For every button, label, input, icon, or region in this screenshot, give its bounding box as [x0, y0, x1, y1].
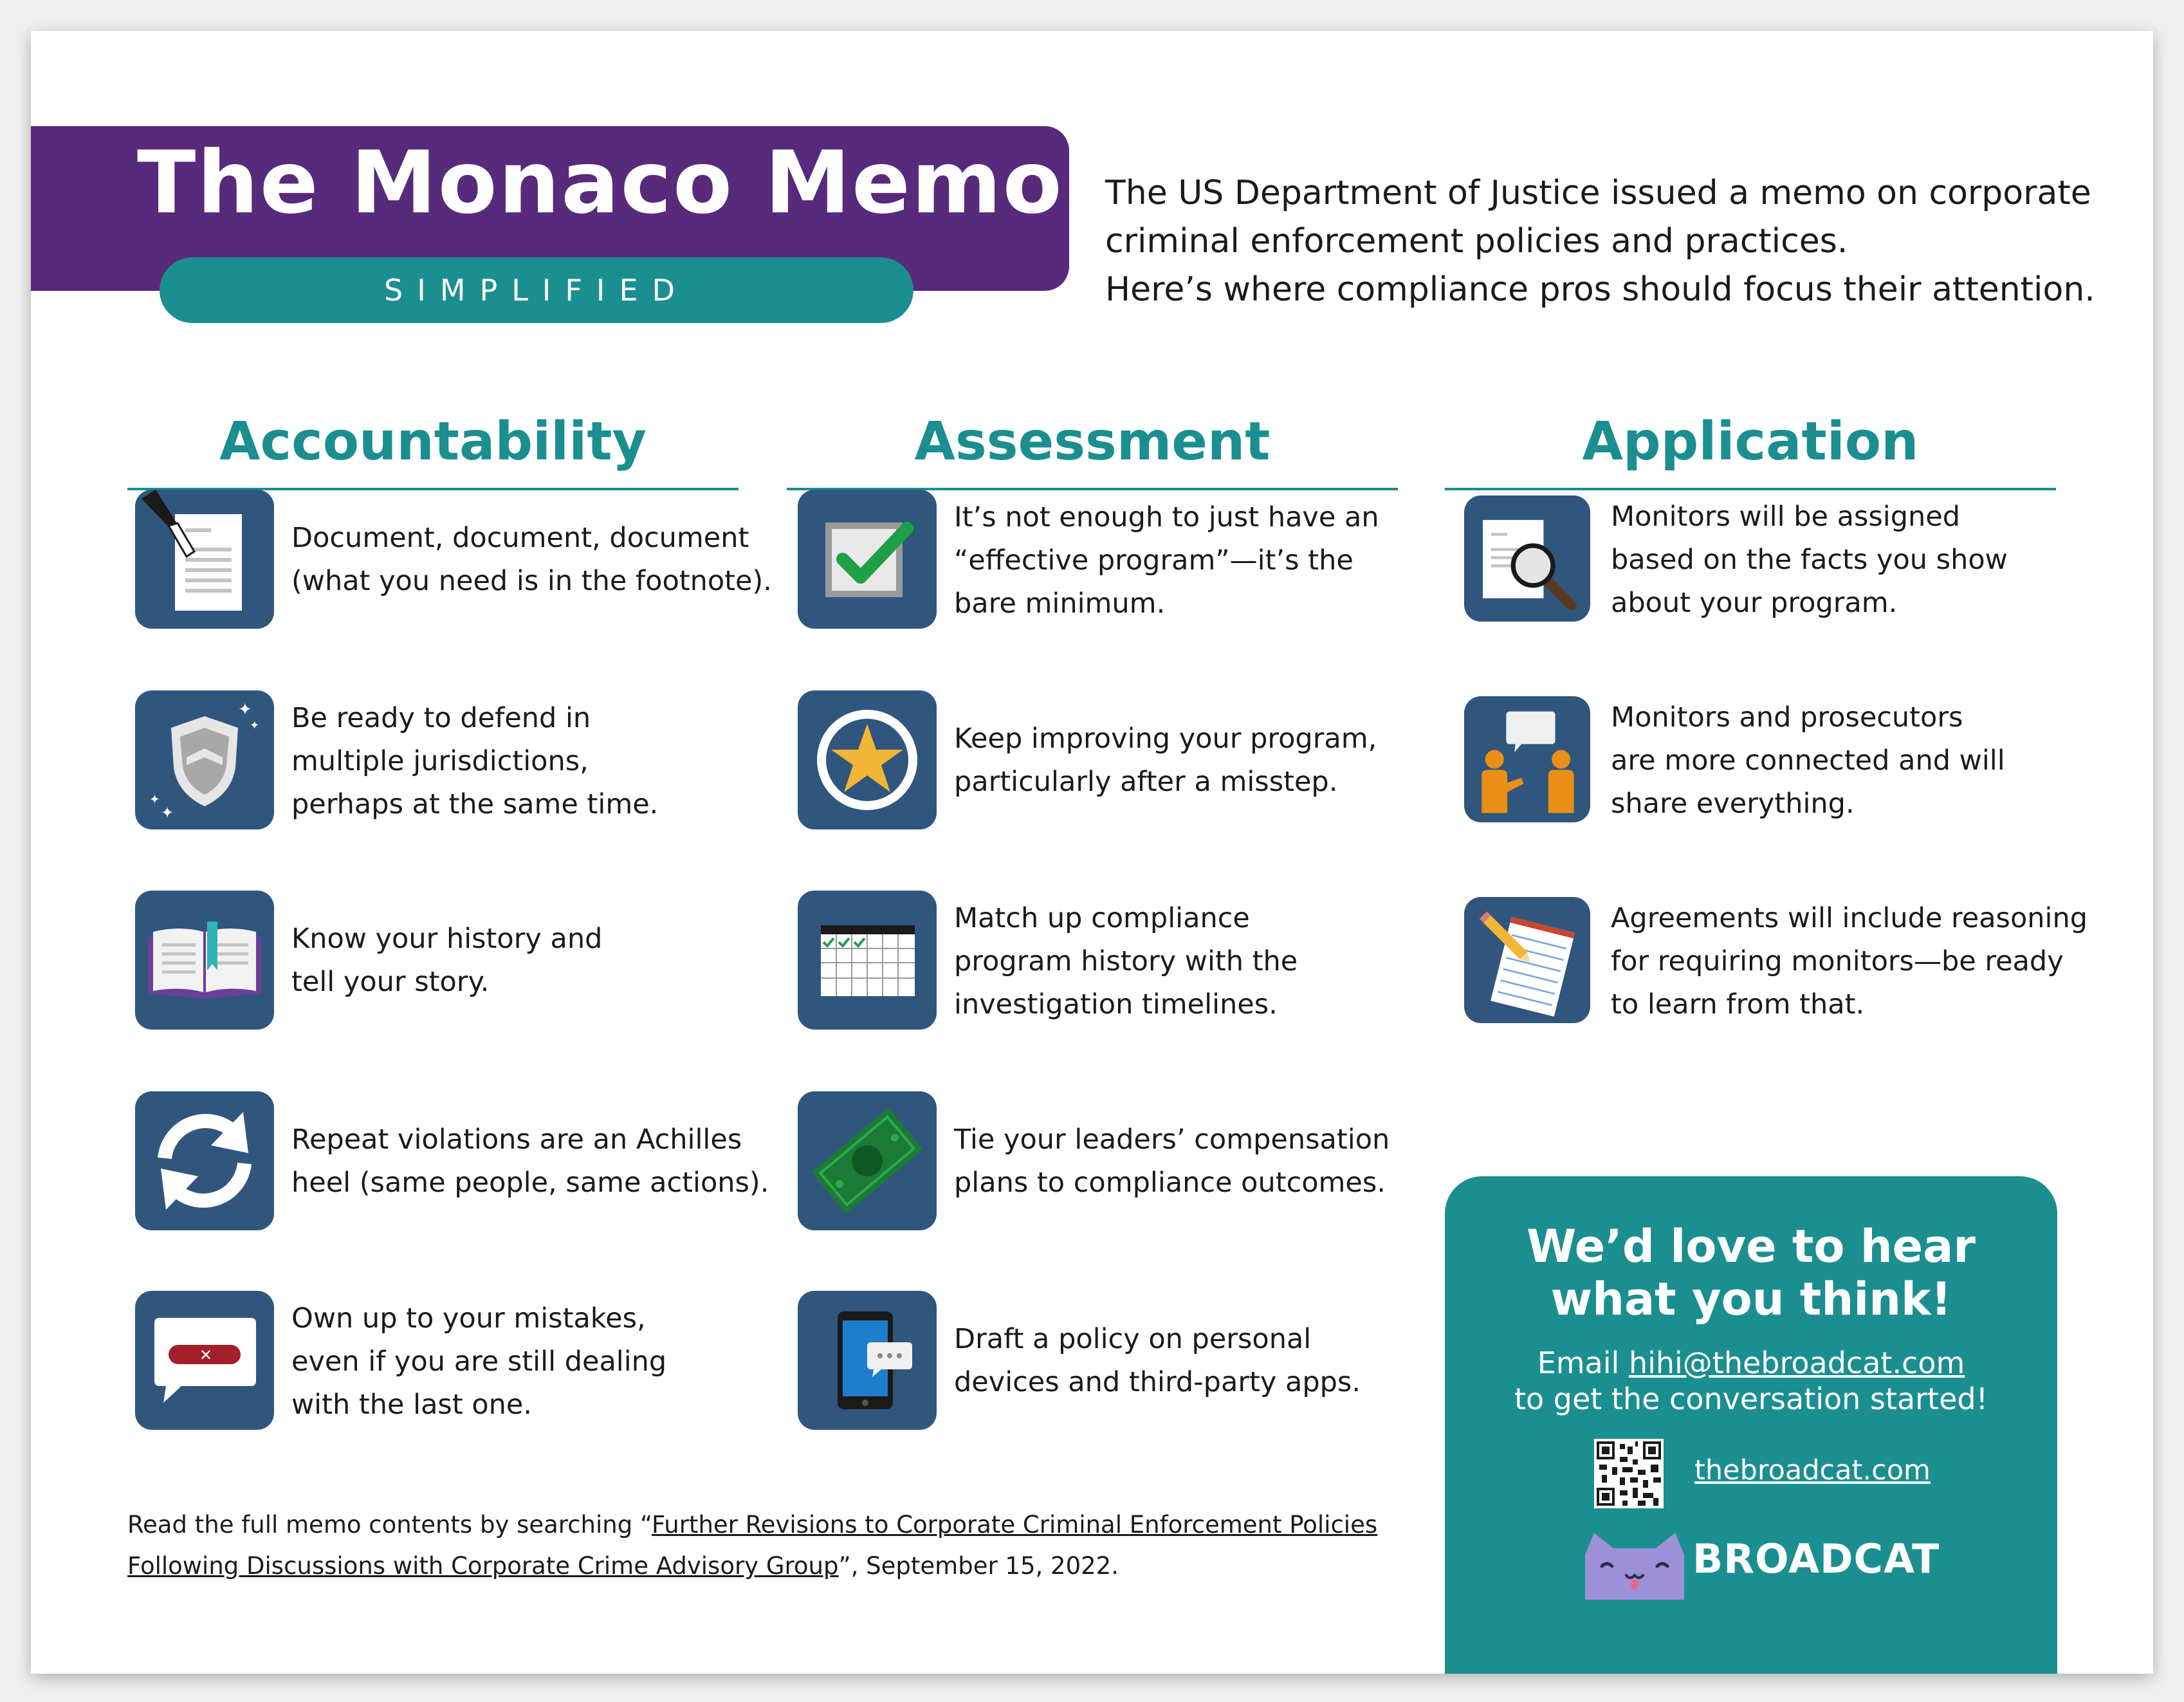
star-badge-icon: [798, 690, 937, 829]
checkbox-check-icon: [798, 490, 937, 629]
item-text: Draft a policy on personal devices and third-party apps.: [954, 1323, 1361, 1398]
subtitle-pill: SIMPLIFIED: [160, 257, 913, 323]
pencil-notepad-icon: [1464, 897, 1590, 1023]
item-text: Agreements will include reasoning for requiring monitors—be ready to learn from that.: [1611, 902, 2088, 1021]
calendar-icon: [798, 891, 937, 1030]
svg-text:✦: ✦: [250, 719, 260, 732]
heading-application: Application: [1445, 400, 2056, 490]
error-message-icon: [135, 1291, 274, 1430]
item-text: Tie your leaders’ compensation plans to compliance outcomes.: [954, 1124, 1390, 1199]
item-text: Monitors and prosecutors are more connected and will share everything.: [1611, 701, 2005, 820]
open-book-icon: [135, 891, 274, 1030]
shield-icon: [135, 690, 274, 829]
item-text: Own up to your mistakes, even if you are still dealing with the last one.: [291, 1302, 667, 1421]
svg-text:✕: ✕: [199, 1346, 213, 1364]
brand-logo-text: BROADCAT: [1693, 1535, 1940, 1582]
svg-text:✦: ✦: [238, 700, 252, 719]
money-bill-icon: [798, 1091, 937, 1230]
svg-text:✦: ✦: [161, 804, 174, 822]
intro-line: Here’s where compliance pros should focus their attention.: [1105, 270, 2095, 309]
people-talking-icon: [1464, 696, 1590, 822]
item-text: Repeat violations are an Achilles heel (same people, same actions).: [291, 1124, 769, 1199]
heading-accountability: Accountability: [127, 400, 739, 490]
memo-sheet: [31, 31, 2153, 1674]
page-title: The Monaco Memo: [137, 133, 1063, 233]
footnote-prefix: Read the full memo contents by searching “: [127, 1511, 652, 1539]
item-text: Be ready to defend in multiple jurisdictions, perhaps at the same time.: [291, 702, 659, 820]
item-text: Document, document, document (what you need is in the footnote).: [291, 522, 772, 597]
footnote-suffix: ”, September 15, 2022.: [838, 1552, 1119, 1580]
phone-chat-icon: [798, 1291, 937, 1430]
heading-assessment: Assessment: [787, 400, 1398, 490]
contact-panel: [1445, 1176, 2057, 1674]
item-text: Keep improving your program, particularly after a misstep.: [954, 723, 1377, 798]
memo-title-link[interactable]: Further Revisions to Corporate Criminal Enforcement Policies: [652, 1511, 1378, 1539]
refresh-arrows-icon: [135, 1091, 274, 1230]
item-text: It’s not enough to just have an “effective program”—it’s the bare minimum.: [954, 501, 1379, 620]
fountain-pen-document-icon: [135, 490, 274, 629]
intro-line: criminal enforcement policies and practices.: [1105, 222, 1848, 261]
contact-subtext: Email hihi@thebroadcat.com to get the conversation started!: [1514, 1346, 1988, 1416]
footnote: [127, 1504, 1378, 1587]
svg-text:✦: ✦: [149, 791, 160, 807]
item-text: Monitors will be assigned based on the facts you show about your program.: [1611, 501, 2008, 619]
intro-line: The US Department of Justice issued a memo on corporate: [1105, 174, 2091, 212]
item-text: Know your history and tell your story.: [291, 923, 603, 998]
intro-paragraph: [1105, 169, 2109, 314]
email-link[interactable]: hihi@thebroadcat.com: [1628, 1346, 1965, 1380]
magnifier-document-icon: [1464, 495, 1590, 622]
memo-title-link-cont[interactable]: Following Discussions with Corporate Crime Advisory Group: [127, 1552, 839, 1580]
qr-code-icon: [1594, 1439, 1664, 1508]
broadcat-cat-logo-icon: [1580, 1529, 1689, 1600]
item-text: Match up compliance program history with the investigation timelines.: [954, 902, 1298, 1021]
contact-heading: We’d love to hear what you think!: [1527, 1220, 1976, 1326]
website-link[interactable]: thebroadcat.com: [1694, 1454, 1931, 1486]
